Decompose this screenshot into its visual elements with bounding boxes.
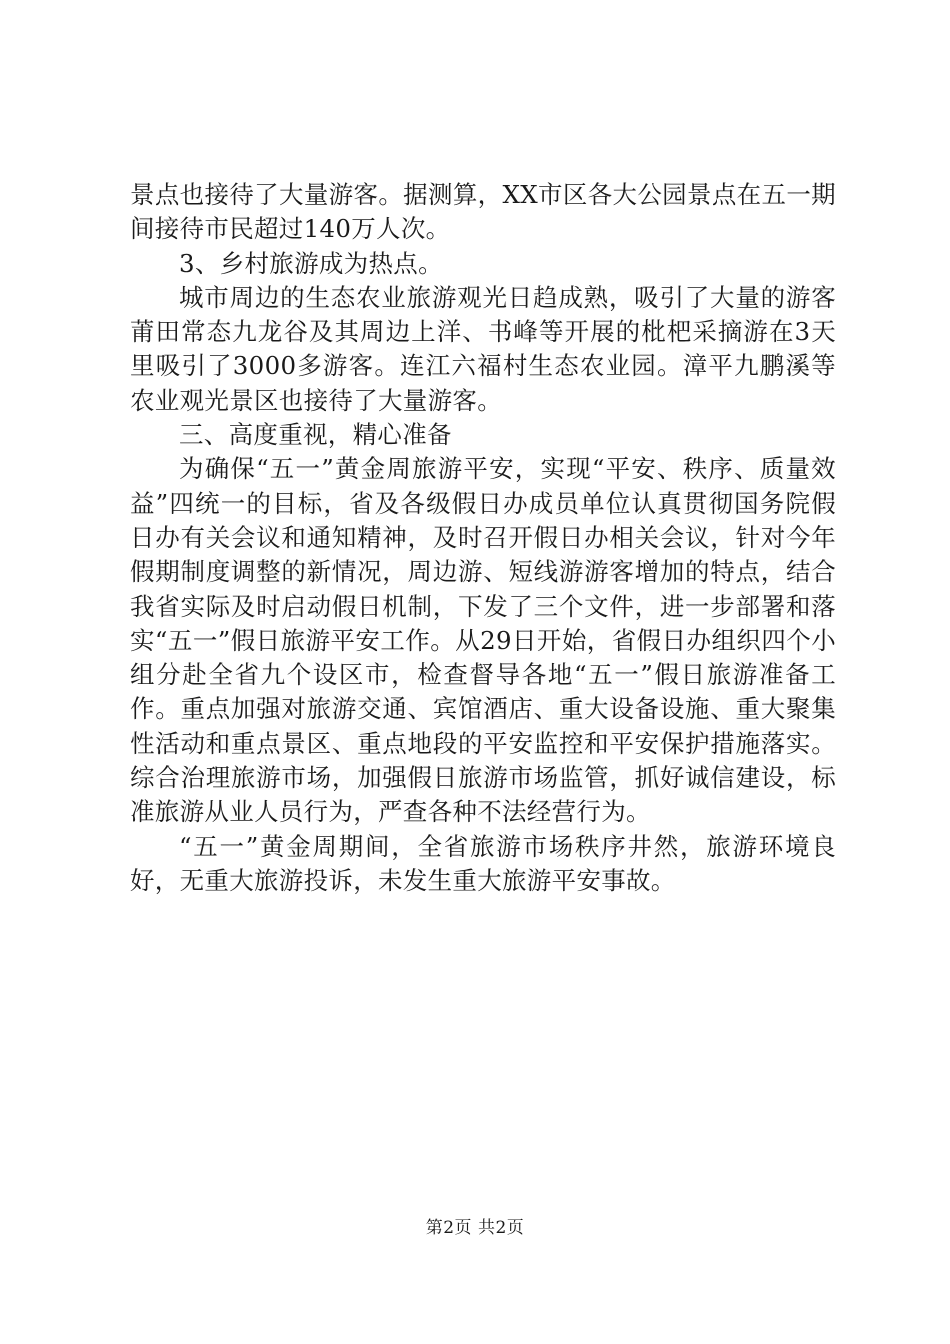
section-heading-preparation: 三、高度重视，精心准备 [179,420,452,450]
page-footer: 第2页 共2页 [425,1218,525,1238]
paragraph-conclusion: “五一”黄金周期间，全省旅游市场秩序井然，旅游环境良好，无重大旅游投诉，未发生重大旅游平安事故。 [130,831,836,895]
paragraph-heading-rural-tourism: 3、乡村旅游成为热点。 [179,248,443,278]
paragraph-continuation: 景点也接待了大量游客。据测算，XX市区各大公园景点在五一期间接待市民超过140万人次。 [130,180,836,244]
document-body [130,178,836,898]
paragraph-safety-measures: 为确保“五一”黄金周旅游平安，实现“平安、秩序、质量效益”四统一的目标，省及各级假日办成员单位认真贯彻国务院假日办有关会议和通知精神，及时召开假日办相关会议，针对今年假期制度调整的新情况，周边游、短线游游客增加的特点，结合我省实际及时启动假日机制，下发了三个文件，进一步部署和落实“五一”假日旅游平安工作。从29日开始，省假日办组织四个小组分赴全省九个设区市，检查督导各地“五一”假日旅游准备工作。重点加强对旅游交通、宾馆酒店、重大设备设施、重大聚集性活动和重点景区、重点地段的平安监控和平安保护措施落实。综合治理旅游市场，加强假日旅游市场监管，抓好诚信建设，标准旅游从业人员行为，严查各种不法经营行为。 [130,454,837,827]
paragraph-eco-agriculture: 城市周边的生态农业旅游观光日趋成熟，吸引了大量的游客莆田常态九龙谷及其周边上洋、书峰等开展的枇杷采摘游在3天里吸引了3000多游客。连江六福村生态农业园。漳平九鹏溪等农业观光景区也接待了大量游客。 [130,282,836,415]
